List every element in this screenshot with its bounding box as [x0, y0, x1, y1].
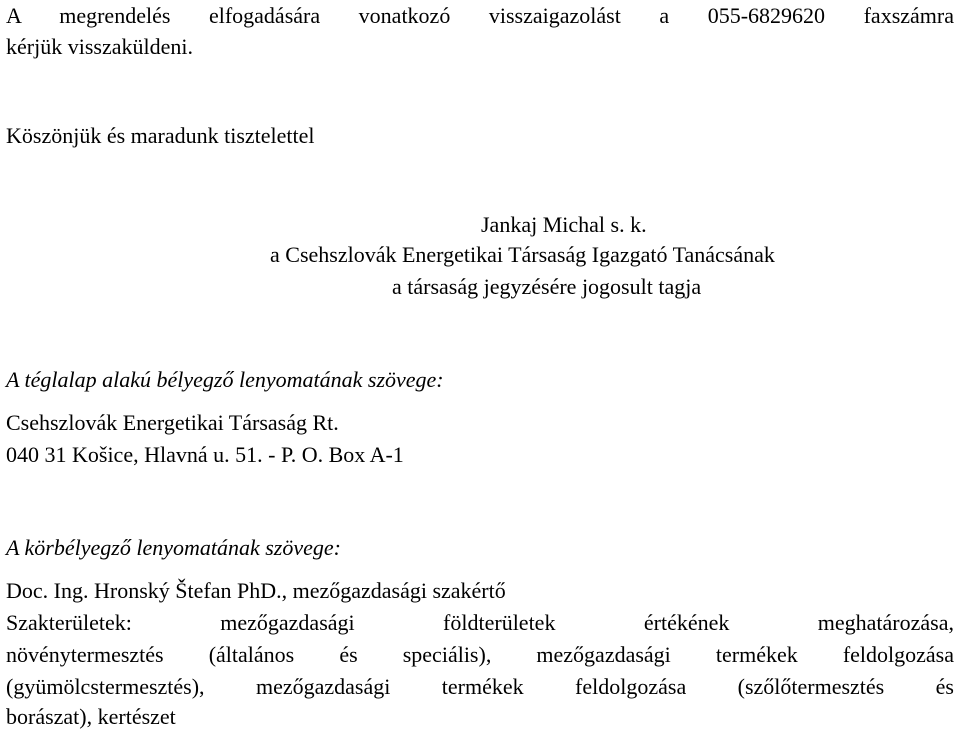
rect-stamp-heading: A téglalap alakú bélyegző lenyomatának szövege: [6, 367, 444, 392]
signature-role: a Csehszlovák Energetikai Társaság Igazgató Tanácsának [270, 242, 775, 267]
round-stamp-line-1: Doc. Ing. Hronský Štefan PhD., mezőgazdasági szakértő [6, 578, 506, 603]
closing-text: Köszönjük és maradunk tisztelettel [6, 123, 315, 148]
round-stamp-line-5: borászat), kertészet [6, 704, 176, 729]
signature-authority: a társaság jegyzésére jogosult tagja [392, 274, 702, 299]
round-stamp-heading: A körbélyegző lenyomatának szövege: [6, 535, 341, 560]
round-stamp-line-4: (gyümölcstermesztés), mezőgazdasági termékek feldolgozása (szőlőtermesztés és [6, 674, 954, 699]
intro-line-2: kérjük visszaküldeni. [6, 34, 193, 59]
round-stamp-line-2: Szakterületek: mezőgazdasági földterületek értékének meghatározása, [6, 610, 954, 635]
round-stamp-line-3: növénytermesztés (általános és speciális), mezőgazdasági termékek feldolgozása [6, 642, 954, 667]
intro-line-1: A megrendelés elfogadására vonatkozó visszaigazolást a 055-6829620 faxszámra [6, 3, 954, 28]
rect-stamp-line-1: Csehszlovák Energetikai Társaság Rt. [6, 410, 339, 435]
signature-name: Jankaj Michal s. k. [481, 212, 647, 237]
rect-stamp-line-2: 040 31 Košice, Hlavná u. 51. - P. O. Box A-1 [6, 442, 404, 467]
